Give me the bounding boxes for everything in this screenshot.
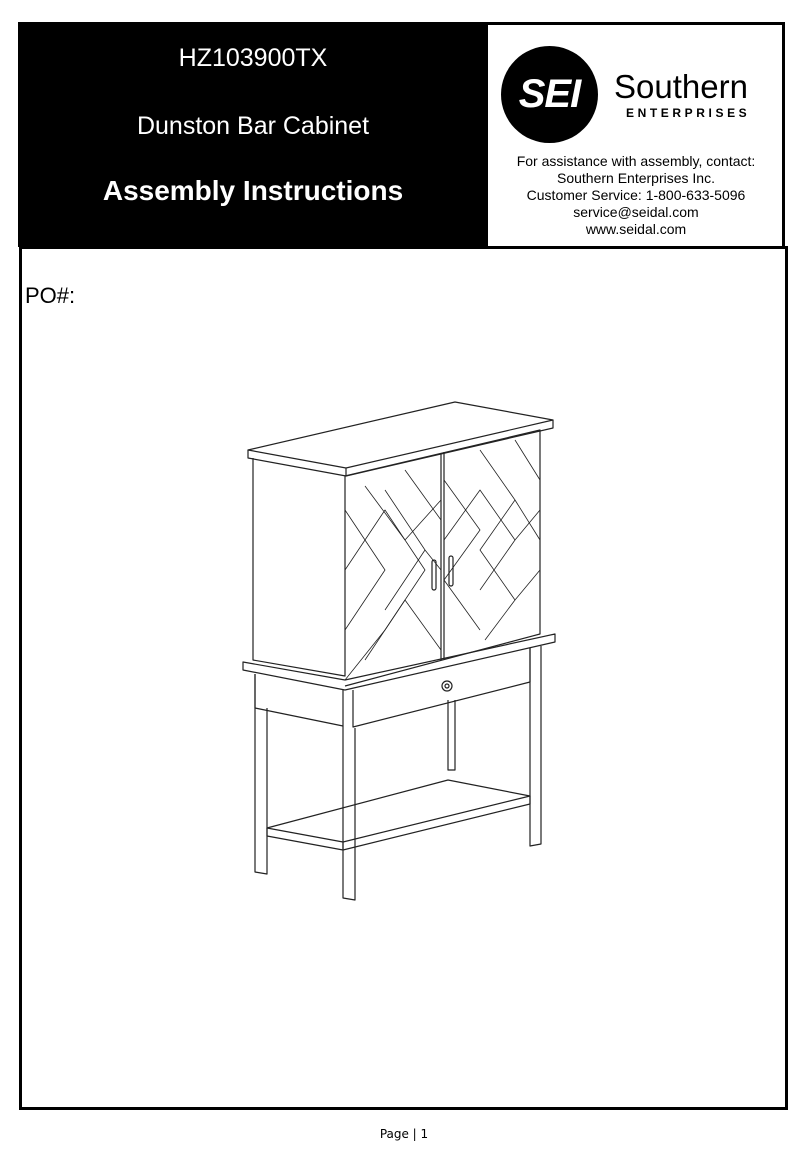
contact-company: Southern Enterprises Inc. [557,170,715,186]
po-label: PO#: [25,283,76,308]
cabinet-illustration [235,390,565,910]
header-top-rule [488,22,784,25]
product-name: Dunston Bar Cabinet [136,112,370,140]
contact-email[interactable]: service@seidal.com [573,204,699,220]
contact-phone: Customer Service: 1-800-633-5096 [526,187,746,203]
logo-mark: SEI [518,72,581,116]
document-title: Assembly Instructions [102,175,404,206]
contact-block [488,153,784,238]
page-number: Page | 1 [379,1127,429,1141]
contact-website[interactable]: www.seidal.com [585,221,687,237]
contact-intro: For assistance with assembly, contact: [516,153,756,169]
logo-name: Southern [614,68,748,105]
model-number: HZ103900TX [178,44,328,72]
logo-tagline: ENTERPRISES [626,106,751,120]
